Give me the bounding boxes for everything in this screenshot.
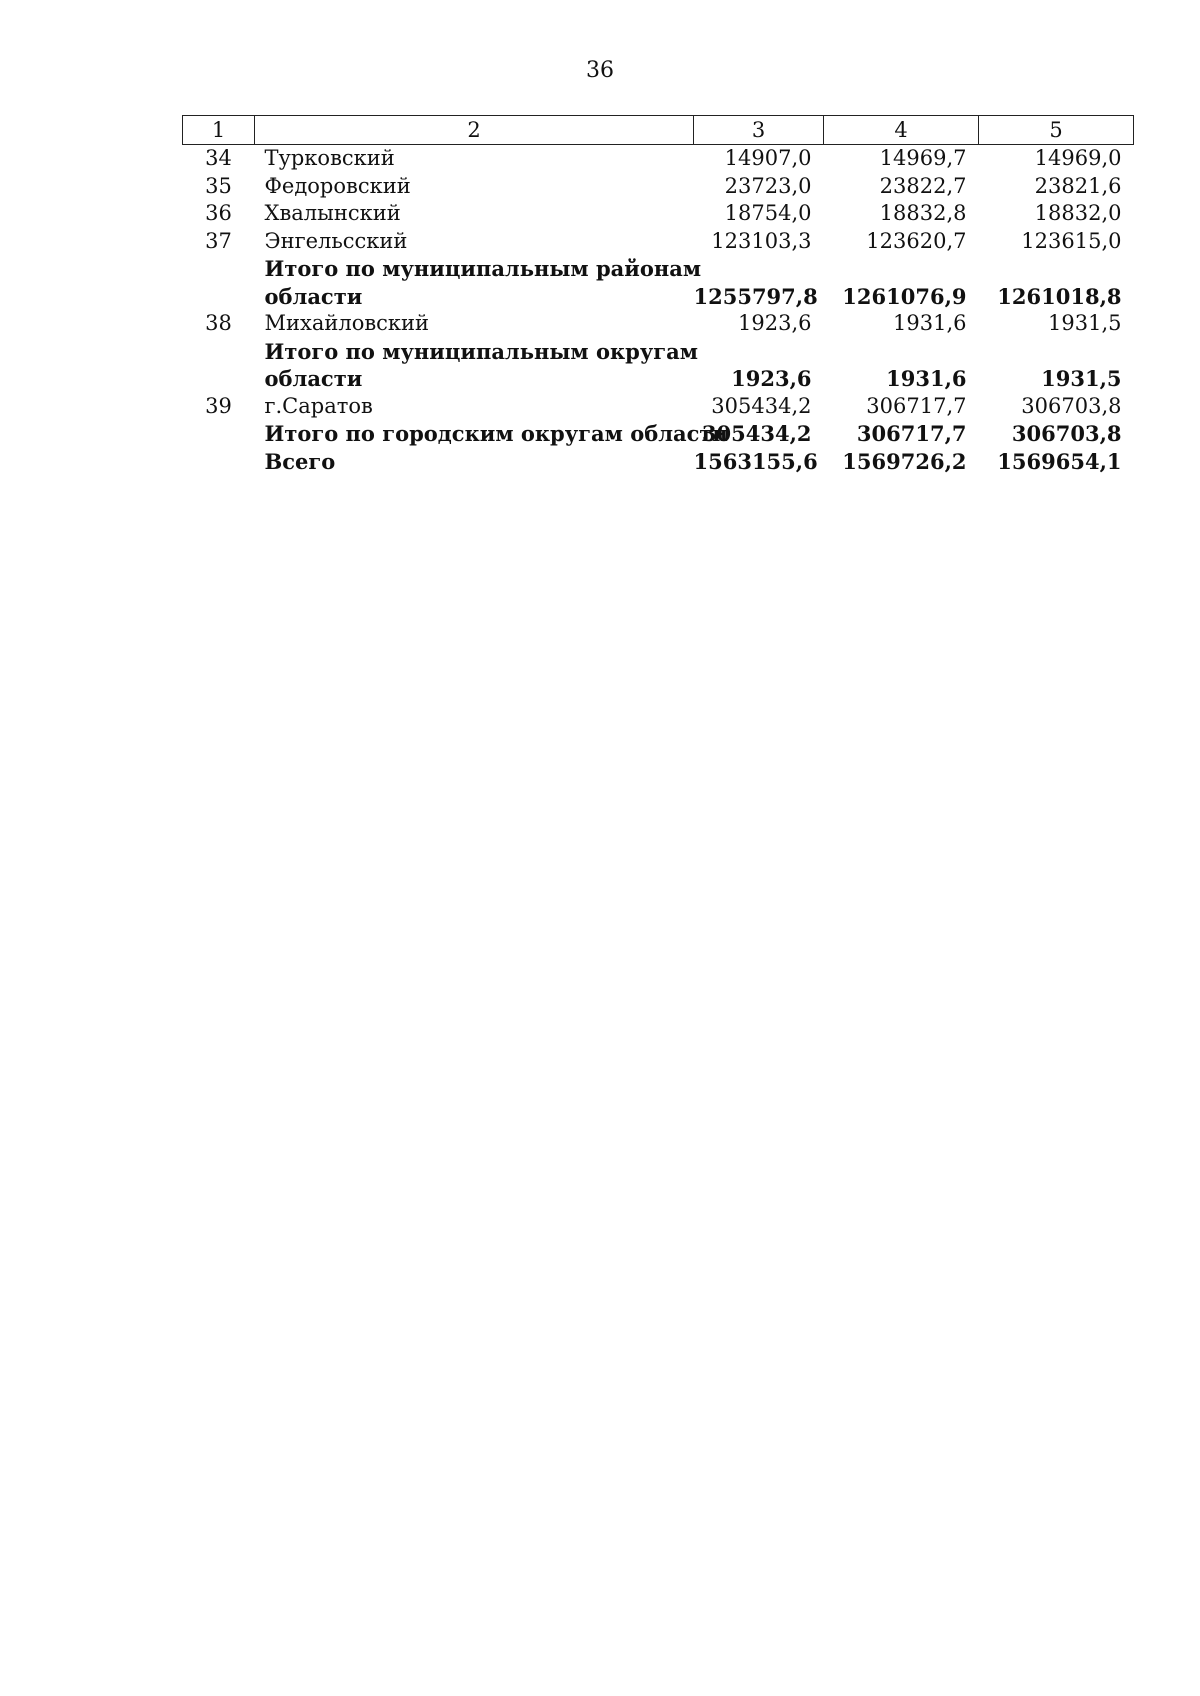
table-row — [183, 283, 1134, 311]
header-col-5: 5 — [979, 116, 1134, 145]
row-name: Федоровский — [264, 173, 411, 198]
row-name: Турковский — [264, 146, 395, 170]
row-number — [183, 255, 255, 283]
row-value-col-3: 1923,6 — [731, 366, 812, 391]
row-number: 38 — [205, 311, 232, 335]
row-value-col-4 — [824, 255, 979, 283]
row-value-col-5: 18832,0 — [1034, 201, 1122, 225]
row-number — [183, 283, 255, 311]
table-row — [183, 173, 1134, 201]
table-row — [183, 200, 1134, 228]
row-number: 37 — [205, 228, 232, 253]
table-row — [183, 365, 1134, 393]
row-value-col-5 — [979, 338, 1134, 366]
row-value-col-3: 1923,6 — [738, 311, 812, 335]
row-value-col-4: 306717,7 — [856, 421, 967, 446]
row-value-col-5: 1931,5 — [1041, 366, 1122, 391]
row-value-col-5: 306703,8 — [1011, 421, 1122, 446]
table-row — [183, 228, 1134, 256]
table-row — [183, 420, 1134, 448]
table-row — [183, 448, 1134, 476]
row-value-col-5: 1569654,1 — [997, 448, 1122, 474]
row-value-col-5 — [979, 255, 1134, 283]
table-body — [183, 145, 1134, 476]
row-value-col-3 — [694, 338, 824, 366]
row-name: Всего — [264, 448, 336, 474]
row-name: Итого по муниципальным районам — [264, 256, 702, 281]
table-row — [183, 310, 1134, 338]
row-value-col-3: 305434,2 — [711, 393, 812, 418]
row-name: Итого по городским округам области — [264, 421, 729, 446]
header-col-2: 2 — [255, 116, 694, 145]
budget-table — [182, 115, 1134, 475]
row-value-col-3: 305434,2 — [701, 421, 812, 446]
row-value-col-4: 306717,7 — [866, 393, 967, 418]
row-number — [183, 338, 255, 366]
row-value-col-4: 1569726,2 — [842, 448, 967, 474]
row-number: 35 — [205, 173, 232, 198]
row-name: Итого по муниципальным округам — [264, 338, 698, 364]
row-value-col-4: 23822,7 — [879, 173, 967, 198]
header-col-3: 3 — [694, 116, 824, 145]
row-name: г.Саратов — [264, 393, 373, 418]
row-name: области — [264, 283, 363, 309]
row-value-col-3: 1563155,6 — [693, 448, 818, 474]
row-value-col-4: 123620,7 — [866, 228, 967, 253]
row-value-col-4: 1931,6 — [893, 311, 967, 335]
row-value-col-5: 23821,6 — [1034, 173, 1122, 198]
row-value-col-4: 1931,6 — [886, 366, 967, 391]
header-row — [183, 116, 1134, 145]
row-number: 39 — [205, 393, 232, 418]
row-value-col-5: 123615,0 — [1021, 228, 1122, 253]
row-value-col-3: 23723,0 — [724, 173, 812, 198]
row-number — [183, 365, 255, 393]
row-value-col-5: 306703,8 — [1021, 393, 1122, 418]
row-value-col-4 — [824, 338, 979, 366]
row-number: 34 — [205, 146, 232, 170]
row-name: Михайловский — [264, 311, 430, 335]
table-header — [183, 116, 1134, 145]
row-value-col-4: 14969,7 — [879, 146, 967, 170]
row-number — [183, 448, 255, 476]
row-value-col-5: 14969,0 — [1034, 146, 1122, 170]
table-row — [183, 338, 1134, 366]
row-number: 36 — [205, 201, 232, 225]
row-value-col-3: 1255797,8 — [693, 283, 818, 309]
row-name: области — [264, 366, 363, 391]
row-number — [183, 420, 255, 448]
table-row — [183, 145, 1134, 173]
row-value-col-3: 123103,3 — [711, 228, 812, 253]
table-row — [183, 255, 1134, 283]
page-number: 36 — [586, 58, 614, 83]
row-value-col-5: 1931,5 — [1048, 311, 1122, 335]
row-value-col-5: 1261018,8 — [997, 283, 1122, 309]
row-value-col-3 — [694, 255, 824, 283]
row-name: Хвалынский — [264, 201, 401, 225]
row-value-col-3: 18754,0 — [724, 201, 812, 225]
row-name: Энгельсский — [264, 228, 408, 253]
table-row — [183, 393, 1134, 421]
row-value-col-3: 14907,0 — [724, 146, 812, 170]
row-value-col-4: 18832,8 — [879, 201, 967, 225]
header-col-4: 4 — [824, 116, 979, 145]
header-col-1: 1 — [183, 116, 255, 145]
row-value-col-4: 1261076,9 — [842, 283, 967, 309]
